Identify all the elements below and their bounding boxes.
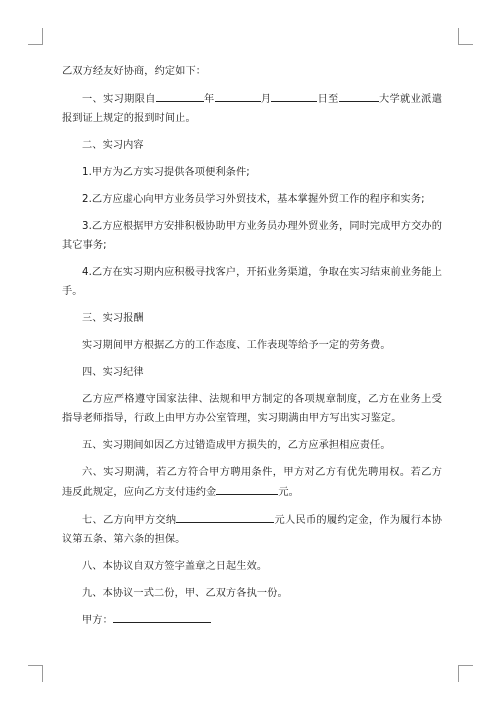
- blank-year[interactable]: [156, 89, 204, 102]
- clause-3-title: 三、实习报酬: [82, 313, 144, 324]
- crop-mark-top-right: [458, 28, 473, 45]
- document-body: [62, 62, 442, 638]
- blank-deposit-amount[interactable]: [176, 510, 274, 523]
- crop-mark-top-left: [28, 28, 43, 45]
- clause-1: 一、实习期限自 年 月 日至 大学就业派遣报到证上规定的报到时间止。: [62, 89, 442, 128]
- party-a-signature-blank[interactable]: [113, 610, 211, 623]
- clause-5: 五、实习期间如因乙方过错造成甲方损失的，乙方应承担相应责任。: [82, 440, 391, 451]
- clause-2-item-3: 3.乙方应根据甲方安排积极协助甲方业务员办理外贸业务，同时完成甲方交办的其它事务;: [62, 221, 442, 251]
- crop-mark-bottom-left: [28, 665, 43, 682]
- clause-3-body: 实习期间甲方根据乙方的工作态度、工作表现等给予一定的劳务费。: [82, 340, 391, 351]
- clause-2-item-4: 4.乙方在实习期内应积极寻找客户，开拓业务渠道，争取在实习结束前业务能上手。: [62, 267, 442, 297]
- blank-end-date[interactable]: [339, 89, 379, 102]
- clause-4-title: 四、实习纪律: [82, 367, 144, 378]
- blank-day[interactable]: [271, 89, 317, 102]
- crop-mark-bottom-right: [458, 665, 473, 682]
- clause-2-title: 二、实习内容: [82, 140, 144, 151]
- clause-2-item-1: 1.甲方为乙方实习提供各项便利条件;: [82, 167, 250, 178]
- clause-7: 七、乙方向甲方交纳 元人民币的履约定金，作为履行本协议第五条、第六条的担保。: [62, 510, 442, 549]
- blank-month[interactable]: [215, 89, 261, 102]
- clause-9: 九、本协议一式二份，甲、乙双方各执一份。: [82, 588, 288, 599]
- blank-penalty-amount[interactable]: [216, 482, 278, 495]
- clause-2-item-2: 2.乙方应虚心向甲方业务员学习外贸技术，基本掌握外贸工作的程序和实务;: [82, 194, 425, 205]
- party-a-line: 甲方：: [62, 610, 442, 630]
- clause-8: 八、本协议自双方签字盖章之日起生效。: [82, 561, 268, 572]
- intro-line: 乙双方经友好协商，约定如下：: [62, 66, 207, 77]
- clause-6: 六、实习期满，若乙方符合甲方聘用条件，甲方对乙方有优先聘用权。若乙方违反此规定，应向乙方支付违约金 元。: [62, 467, 442, 498]
- clause-4-body: 乙方应严格遵守国家法律、法规和甲方制定的各项规章制度，乙方在业务上受指导老师指导，行政上由甲方办公室管理，实习期满由甲方写出实习鉴定。: [62, 394, 442, 424]
